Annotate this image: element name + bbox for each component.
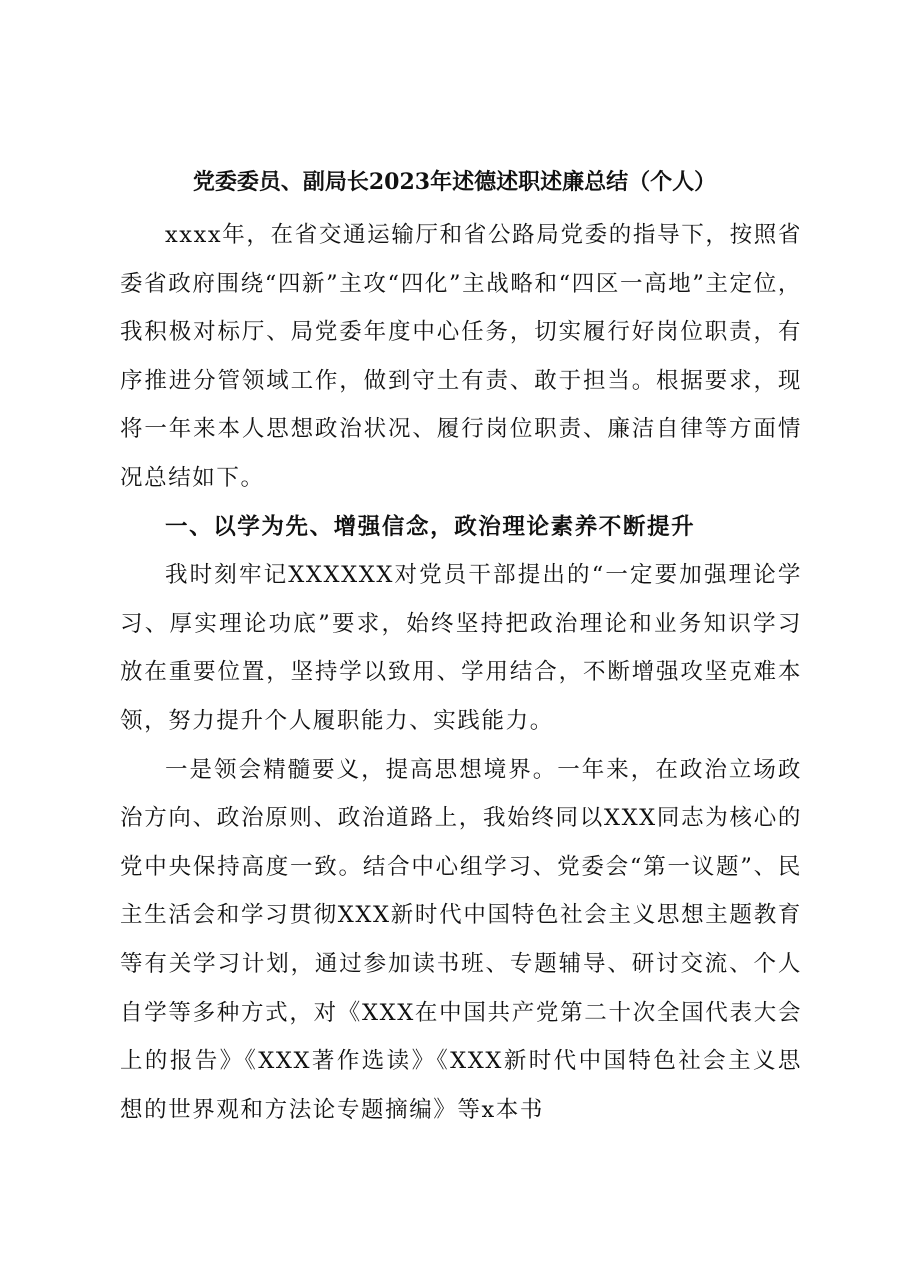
section-heading: 一、以学为先、增强信念，政治理论素养不断提升 bbox=[165, 513, 696, 540]
intro-paragraph: xxxx年，在省交通运输厅和省公路局党委的指导下，按照省委省政府围绕“四新”主攻“四化”主战略和“四区一高地”主定位，我积极对标厅、局党委年度中心任务，切实履行好岗位职责，有序推进分管领域工作，做到守土有责、敢于担当。根据要求，现将一年来本人思想政治状况、履行岗位职责、廉洁自律等方面情况总结如下。 bbox=[120, 222, 802, 491]
document-title: 党委委员、副局长2023年述德述职述廉总结（个人） bbox=[192, 169, 717, 195]
section-paragraph: 我时刻牢记XXXXXX对党员干部提出的“一定要加强理论学习、厚实理论功底”要求，始终坚持把政治理论和业务知识学习放在重要位置，坚持学以致用、学用结合，不断增强攻坚克难本领，努力提升个人履职能力、实践能力。 bbox=[120, 562, 802, 734]
point-paragraph: 一是领会精髓要义，提高思想境界。一年来，在政治立场政治方向、政治原则、政治道路上，我始终同以XXX同志为核心的党中央保持高度一致。结合中心组学习、党委会“第一议题”、民主生活会和学习贯彻XXX新时代中国特色社会主义思想主题教育等有关学习计划，通过参加读书班、专题辅导、研讨交流、个人自学等多种方式，对《XXX在中国共产党第二十次全国代表大会上的报告》《XXX著作选读》《XXX新时代中国特色社会主义思想的世界观和方法论专题摘编》等x本书 bbox=[120, 756, 802, 1123]
document-body bbox=[120, 211, 802, 1134]
